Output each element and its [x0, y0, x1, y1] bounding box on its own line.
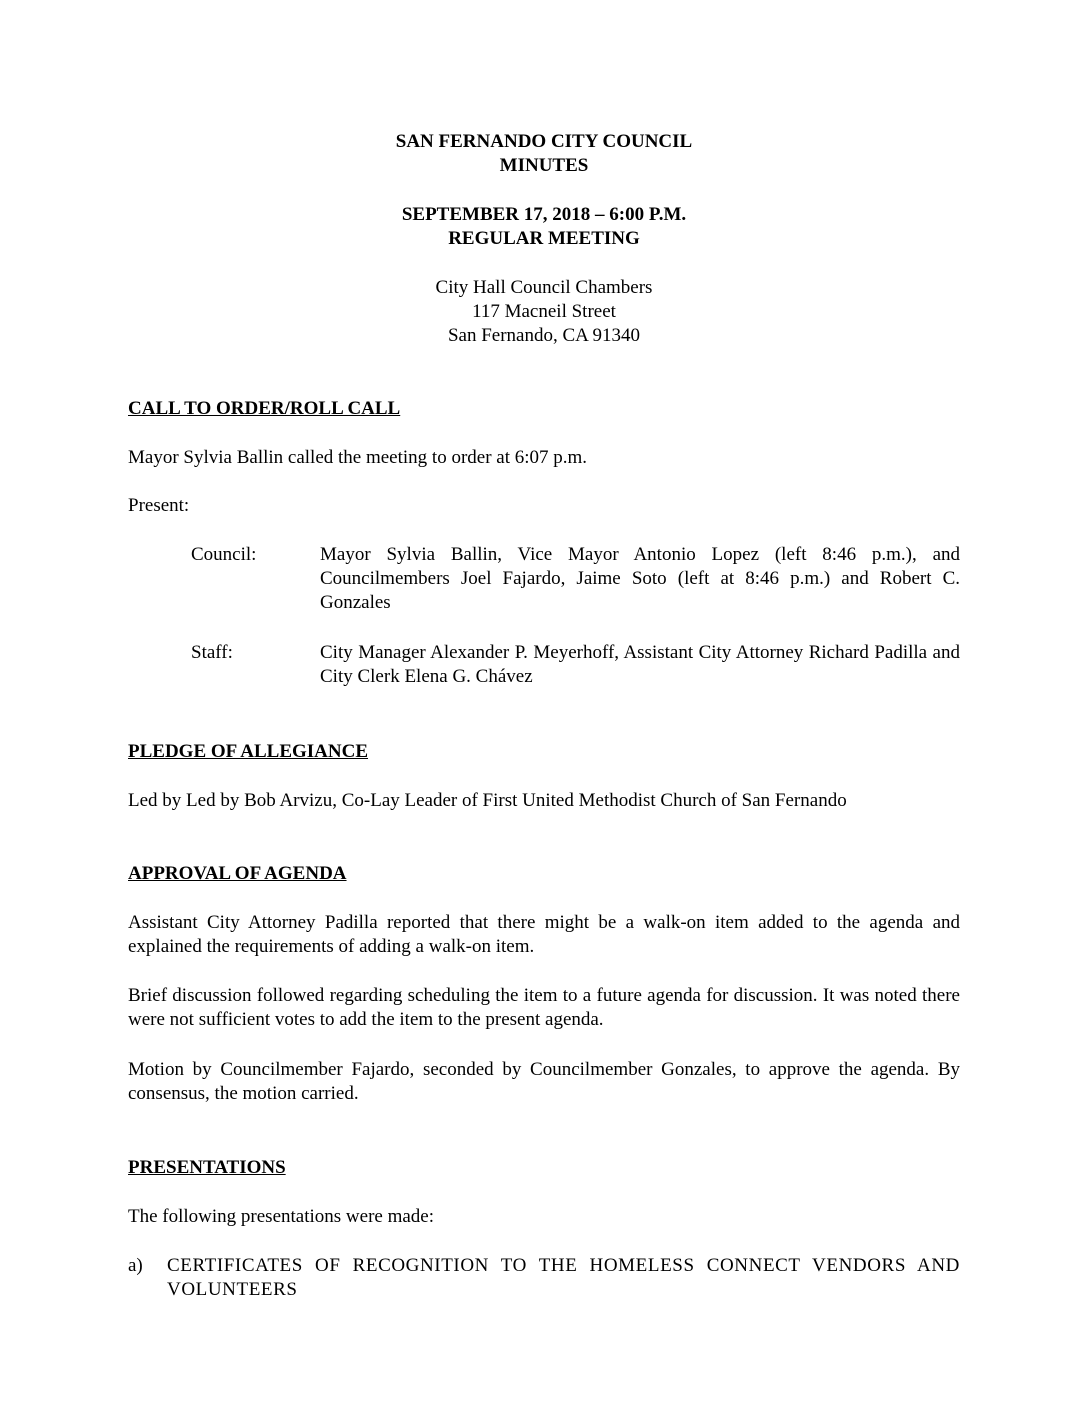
present-label: Present:	[128, 495, 190, 516]
agenda-paragraph-2: Brief discussion followed regarding scheduling the item to a future agenda for discussion. It was noted there were not sufficient votes to add the item to the present agenda.	[128, 985, 960, 1030]
presentation-item-text: CERTIFICATES OF RECOGNITION TO THE HOMELESS CONNECT VENDORS AND VOLUNTEERS	[167, 1255, 960, 1300]
agenda-paragraph-1: Assistant City Attorney Padilla reported that there might be a walk-on item added to the agenda and explained the requirements of adding a walk-on item.	[128, 912, 960, 957]
section-heading-pledge: PLEDGE OF ALLEGIANCE	[128, 741, 369, 762]
call-to-order-text: Mayor Sylvia Ballin called the meeting to order at 6:07 p.m.	[128, 447, 588, 468]
meeting-type: REGULAR MEETING	[448, 228, 640, 249]
section-heading-presentations: PRESENTATIONS	[128, 1157, 286, 1178]
presentation-item-marker: a)	[128, 1255, 143, 1276]
council-label: Council:	[191, 544, 257, 565]
council-title: SAN FERNANDO CITY COUNCIL	[395, 131, 693, 152]
location-line-3: San Fernando, CA 91340	[447, 325, 641, 346]
staff-members: City Manager Alexander P. Meyerhoff, Assistant City Attorney Richard Padilla and City Clerk Elena G. Chávez	[320, 642, 960, 687]
presentations-intro: The following presentations were made:	[128, 1206, 435, 1227]
location-line-2: 117 Macneil Street	[472, 301, 616, 322]
council-members: Mayor Sylvia Ballin, Vice Mayor Antonio Lopez (left 8:46 p.m.), and Councilmembers Joel Fajardo, Jaime Soto (left at 8:46 p.m.) and Robert C. Gonzales	[320, 544, 960, 613]
section-heading-call-to-order: CALL TO ORDER/ROLL CALL	[128, 398, 401, 419]
meeting-date-time: SEPTEMBER 17, 2018 – 6:00 P.M.	[401, 204, 687, 225]
pledge-text: Led by Led by Bob Arvizu, Co-Lay Leader of First United Methodist Church of San Fernando	[128, 790, 847, 811]
agenda-paragraph-3: Motion by Councilmember Fajardo, seconded by Councilmember Gonzales, to approve the agenda. By consensus, the motion carried.	[128, 1059, 960, 1104]
staff-label: Staff:	[191, 642, 233, 663]
location-line-1: City Hall Council Chambers	[435, 277, 653, 298]
section-heading-agenda: APPROVAL OF AGENDA	[128, 863, 347, 884]
document-type: MINUTES	[499, 155, 589, 176]
